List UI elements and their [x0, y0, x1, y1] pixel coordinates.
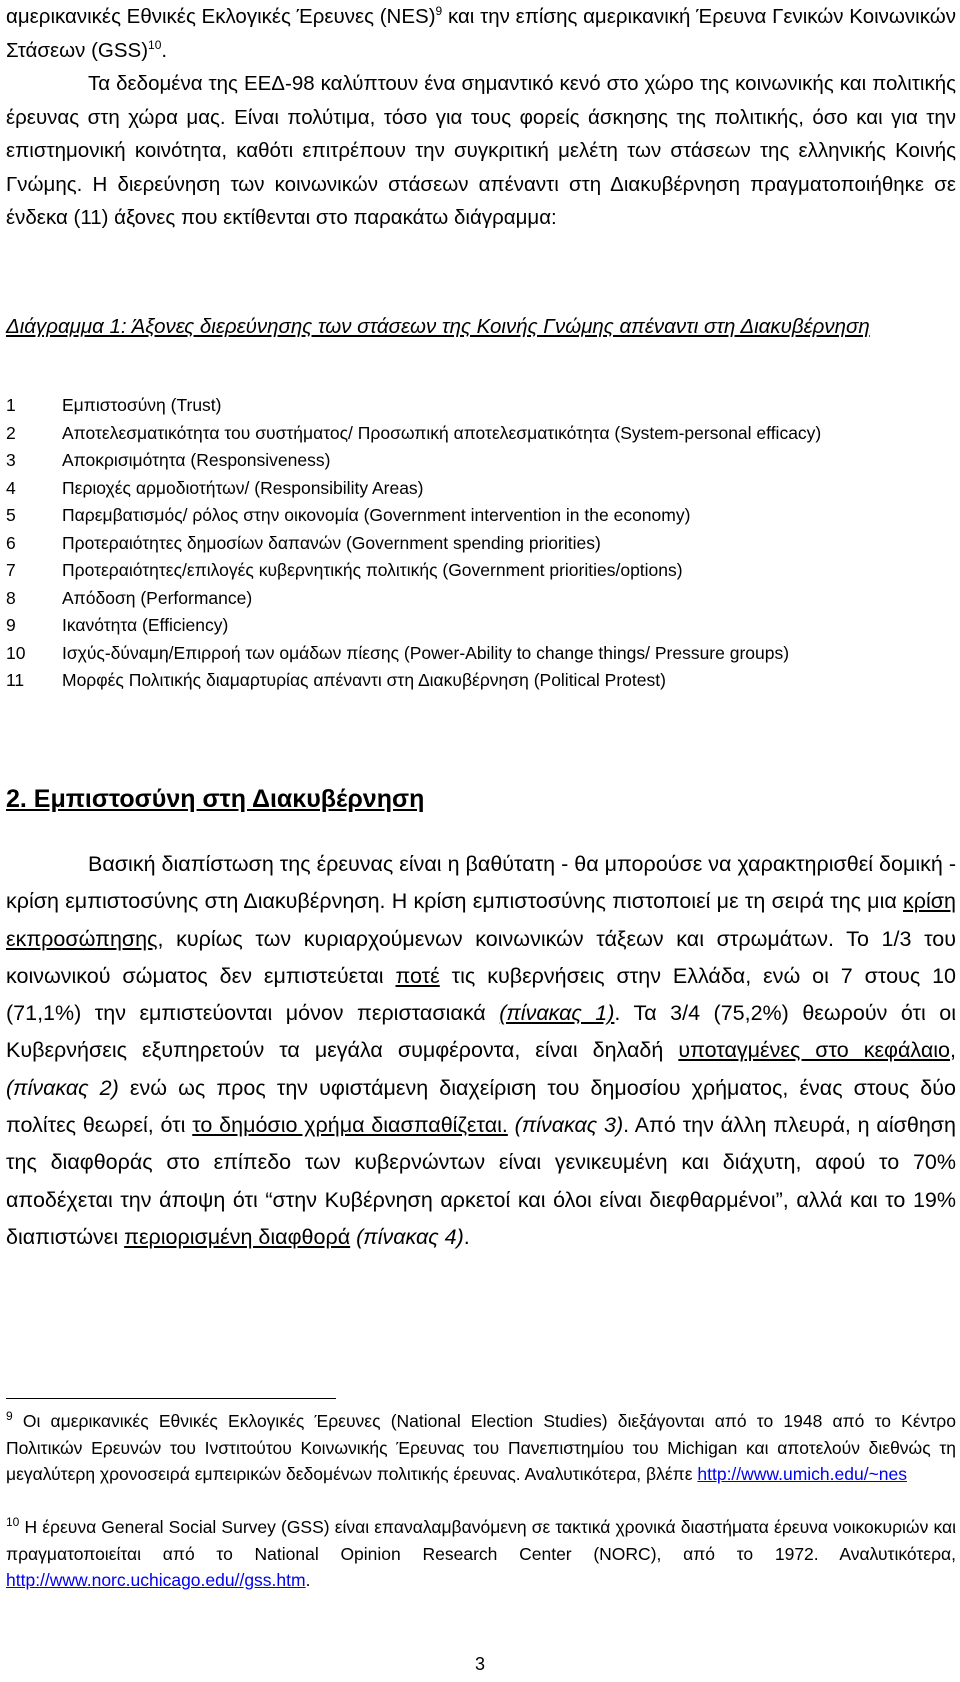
- list-item: [6, 667, 956, 695]
- item-text: Αποκρισιμότητα (Responsiveness): [62, 450, 331, 470]
- item-number: 3: [6, 450, 16, 470]
- data-description-paragraph: Τα δεδομένα της ΕΕΔ-98 καλύπτουν ένα σημαντικό κενό στο χώρο της κοινωνικής και πολιτικής έρευνας στη χώρα μας. Είναι πολύτιμα, τόσο για τους φορείς άσκησης της πολιτικής, όσο και για την επιστημονική κοινότητα, καθότι επιτρέπουν την συγκριτική μελέτη των στάσεων της ελληνικής Κοινής Γνώμης. Η διερεύνηση των κοινωνικών στάσεων απέναντι στη Διακυβέρνηση πραγματοποιήθηκε σε ένδεκα (11) άξονες που εκτίθενται στο παρακάτω διάγραμμα:: [6, 72, 956, 229]
- list-item: [6, 557, 956, 585]
- intro-text-2: και την επίσης αμερικανική Έρευνα Γενικών Κοινωνικών Στάσεων (GSS): [6, 5, 956, 62]
- footnote-9: [6, 1408, 956, 1488]
- page-number: 3: [474, 1654, 485, 1674]
- axes-list: [6, 392, 956, 695]
- body-text: ενώ ως προς την υφιστάμενη διαχείριση του δημοσίου χρήματος, ένας στους δύο πολίτες θεωρεί, ότι: [6, 1075, 956, 1138]
- footnote-text: Η έρευνα General Social Survey (GSS) είναι επαναλαμβανόμενη σε τακτικά χρονικά διαστήματα έρευνα νοικοκυριών και πραγματοποιείται από το National Opinion Research Center (NORC), από το 1972. Αναλυτικότερα,: [6, 1517, 956, 1564]
- intro-text: αμερικανικές Εθνικές Εκλογικές Έρευνες (NES): [6, 5, 436, 28]
- footnote-number: 10: [6, 1515, 20, 1530]
- table-reference[interactable]: (πίνακας 2): [6, 1075, 119, 1100]
- body-text: . Από την άλλη πλευρά, η αίσθηση της διαφθοράς στο επίπεδο των κυβερνώντων είναι γενικευμένη και διάχυτη, αφού το 70% αποδέχεται την άποψη ότι “στην Κυβέρνηση αρκετοί και όλοι είναι διεφθαρμένοι”, αλλά και το 19% διαπιστώνει: [6, 1113, 957, 1249]
- item-number: 6: [6, 532, 16, 553]
- table-reference[interactable]: (πίνακας 3): [514, 1113, 624, 1138]
- list-item: [6, 420, 956, 448]
- body-text: .: [463, 1224, 470, 1249]
- item-number: 10: [6, 642, 26, 663]
- item-number: 1: [6, 395, 16, 415]
- body-text: Βασική διαπίστωση της έρευνας είναι η βαθύτατη - θα μπορούσε να χαρακτηρισθεί δομική - κρίση εμπιστοσύνης στη Διακυβέρνηση. Η κρίση εμπιστοσύνης πιστοποιεί με τη σειρά της μια: [6, 852, 956, 914]
- footnote-ref-10[interactable]: 10: [148, 37, 162, 52]
- list-item: [6, 475, 956, 503]
- item-number: 8: [6, 587, 16, 608]
- body-text: , κυρίως των κυριαρχούμενων κοινωνικών τάξεων και στρωμάτων. Το 1/3 του κοινωνικού σώματος δεν εμπιστεύεται: [6, 926, 956, 988]
- item-number: 2: [6, 422, 16, 443]
- list-item: [6, 640, 956, 668]
- item-number: 11: [6, 670, 25, 690]
- underlined-phrase: υποταγμένες στο κεφάλαιο: [678, 1038, 951, 1063]
- item-text: Απόδοση (Performance): [62, 587, 253, 608]
- footnote-number: 9: [6, 1409, 13, 1424]
- item-text: Ικανότητα (Efficiency): [62, 615, 229, 635]
- item-number: 9: [6, 615, 16, 635]
- item-text: Αποτελεσματικότητα του συστήματος/ Προσωπική αποτελεσματικότητα (System-personal efficacy): [62, 422, 822, 443]
- list-item: [6, 530, 956, 558]
- list-item: [6, 585, 956, 613]
- item-text: Παρεμβατισμός/ ρόλος στην οικονομία (Government intervention in the economy): [62, 505, 691, 525]
- intro-paragraph-end: [6, 0, 956, 67]
- diagram-caption: Διάγραμμα 1: Άξονες διερεύνησης των στάσεων της Κοινής Γνώμης απέναντι στη Διακυβέρνηση: [6, 315, 870, 338]
- gss-link[interactable]: http://www.norc.uchicago.edu//gss.htm: [6, 1570, 306, 1590]
- list-item: [6, 502, 956, 530]
- underlined-phrase: κρίση εκπροσώπησης: [6, 889, 956, 951]
- item-text: Εμπιστοσύνη (Trust): [62, 395, 222, 415]
- item-text: Περιοχές αρμοδιοτήτων/ (Responsibility Areas): [62, 477, 424, 498]
- item-text: Μορφές Πολιτικής διαμαρτυρίας απέναντι στη Διακυβέρνηση (Political Protest): [62, 670, 666, 690]
- body-text: ,: [950, 1038, 956, 1063]
- body-text: τις κυβερνήσεις στην Ελλάδα, ενώ οι 7 στους 10 (71,1%) την εμπιστεύονται μόνον περιστασιακά: [6, 963, 957, 1026]
- list-item: [6, 612, 956, 640]
- underlined-phrase: ποτέ: [395, 963, 440, 988]
- item-number: 4: [6, 477, 16, 498]
- table-reference[interactable]: (πίνακας 1): [499, 1001, 615, 1026]
- footnote-ref-9[interactable]: 9: [435, 4, 443, 19]
- body-text: [508, 1113, 515, 1137]
- item-number: 7: [6, 560, 16, 580]
- section-body-paragraph: [6, 846, 956, 1256]
- body-text: . Τα 3/4 (75,2%) θεωρούν ότι οι Κυβερνήσεις εξυπηρετούν τα μεγάλα συμφέροντα, είναι δηλαδή: [6, 1001, 956, 1063]
- underlined-phrase: το δημόσιο χρήμα διασπαθίζεται.: [192, 1113, 508, 1138]
- item-text: Προτεραιότητες/επιλογές κυβερνητικής πολιτικής (Government priorities/options): [62, 560, 683, 580]
- footnote-10: [6, 1514, 956, 1594]
- nes-link[interactable]: http://www.umich.edu/~nes: [697, 1464, 907, 1484]
- table-reference[interactable]: (πίνακας 4): [356, 1224, 464, 1249]
- footnote-text: .: [305, 1570, 311, 1590]
- item-text: Προτεραιότητες δημοσίων δαπανών (Government spending priorities): [62, 532, 601, 553]
- footnote-text: Οι αμερικανικές Εθνικές Εκλογικές Έρευνες (National Election Studies) διεξάγονται από το 1948 από το Κέντρο Πολιτικών Ερευνών του Ινστιτούτου Κοινωνικής Έρευνας του Πανεπιστημίου του Michigan και αποτελούν διεθνώς τη μεγαλύτερη χρονοσειρά εμπειρικών δεδομένων πολιτικής έρευνας. Αναλυτικότερα, βλέπε: [6, 1411, 956, 1484]
- intro-text-3: .: [161, 38, 168, 62]
- underlined-phrase: περιορισμένη διαφθορά: [124, 1224, 351, 1249]
- item-text: Ισχύς-δύναμη/Επιρροή των ομάδων πίεσης (Power-Ability to change things/ Pressure groups): [62, 642, 790, 663]
- section-heading: 2. Εμπιστοσύνη στη Διακυβέρνηση: [6, 785, 425, 813]
- list-item: [6, 392, 956, 420]
- footnote-separator: [6, 1398, 336, 1399]
- list-item: [6, 447, 956, 475]
- item-number: 5: [6, 505, 16, 525]
